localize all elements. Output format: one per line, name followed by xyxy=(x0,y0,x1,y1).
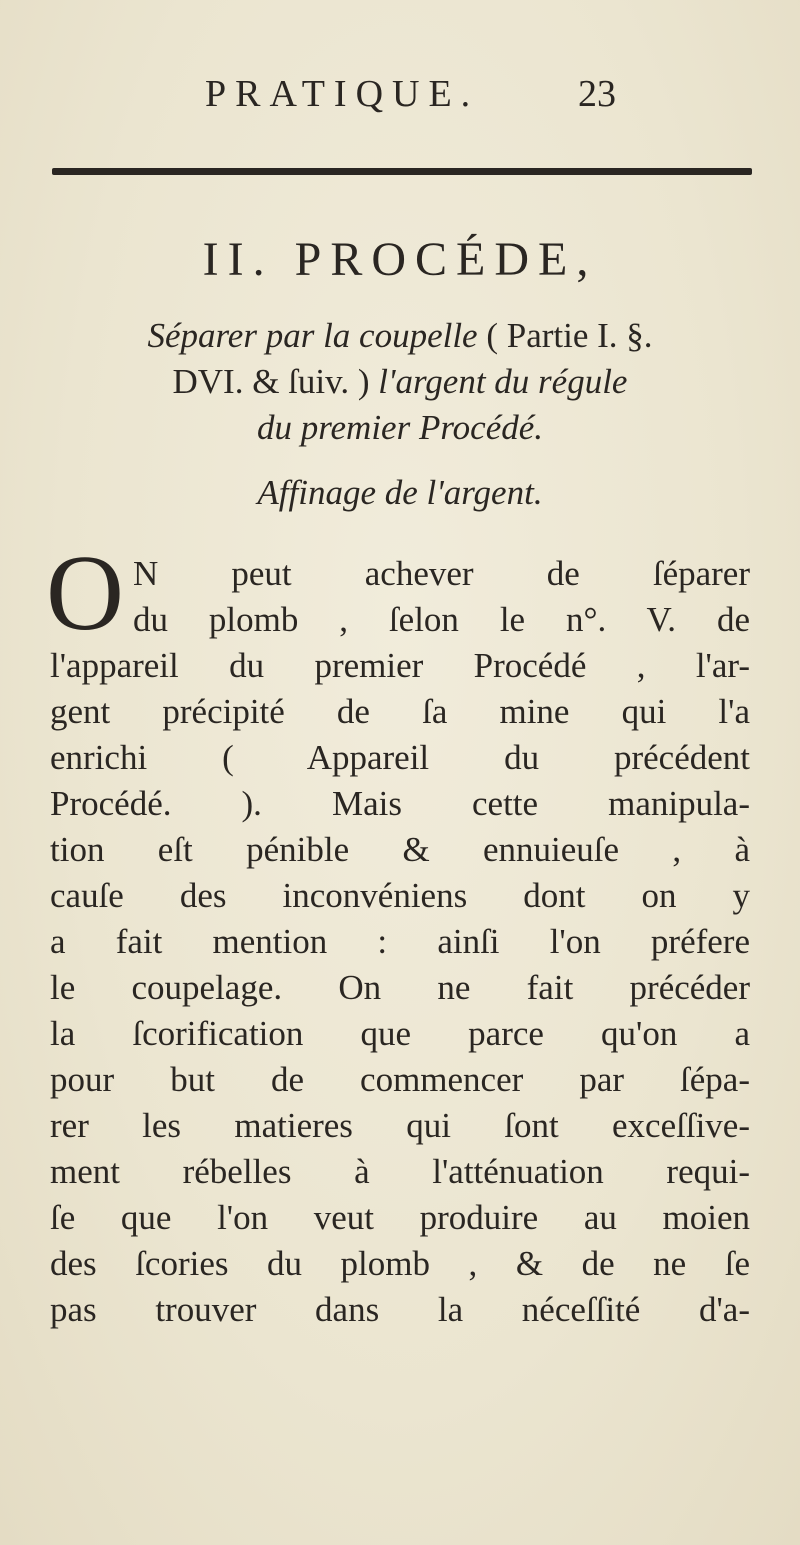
body-line: pour but de commencer par ſépa- xyxy=(50,1060,750,1099)
body-line: cauſe des inconvéniens dont on y xyxy=(50,876,750,915)
body-line: ment rébelles à l'atténuation requi- xyxy=(50,1152,750,1191)
body-line: ſe que l'on veut produire au moien xyxy=(50,1198,750,1237)
subheading-italic: l'argent du régule xyxy=(378,362,628,401)
body-line: la ſcorification que parce qu'on a xyxy=(50,1014,750,1053)
body-line: enrichi ( Appareil du précédent xyxy=(50,738,750,777)
subheading-roman: DVI. & ſuiv. ) xyxy=(172,362,379,401)
body-line: Procédé. ). Mais cette manipula- xyxy=(50,784,750,823)
subheading-italic: du premier Procédé. xyxy=(256,408,544,447)
body-line: du plomb , ſelon le n°. V. de xyxy=(133,600,750,639)
page-number: 23 xyxy=(578,73,616,115)
body-line: gent précipité de ſa mine qui l'a xyxy=(50,692,750,731)
drop-cap: O xyxy=(46,534,124,653)
subheading-line-1 xyxy=(0,313,800,359)
body-line: pas trouver dans la néceſſité d'a- xyxy=(50,1290,750,1329)
section-heading: II. PROCÉDE, xyxy=(202,233,598,286)
subheading-line-3 xyxy=(0,405,800,451)
body-line: rer les matieres qui ſont exceſſive- xyxy=(50,1106,750,1145)
section-subtitle: Affinage de l'argent. xyxy=(257,473,543,512)
header-rule xyxy=(52,168,752,175)
body-line: des ſcories du plomb , & de ne ſe xyxy=(50,1244,750,1283)
body-line: l'appareil du premier Procédé , l'ar- xyxy=(50,646,750,685)
running-head: PRATIQUE. xyxy=(205,73,480,115)
subheading-italic: Séparer par la coupelle xyxy=(147,316,478,355)
subheading-roman: ( Partie I. §. xyxy=(477,316,653,355)
body-line: tion eſt pénible & ennuieuſe , à xyxy=(50,830,750,869)
subheading-line-2 xyxy=(0,359,800,405)
body-line: le coupelage. On ne fait précéder xyxy=(50,968,750,1007)
body-line: N peut achever de ſéparer xyxy=(133,554,750,593)
body-line: a fait mention : ainſi l'on préfere xyxy=(50,922,750,961)
